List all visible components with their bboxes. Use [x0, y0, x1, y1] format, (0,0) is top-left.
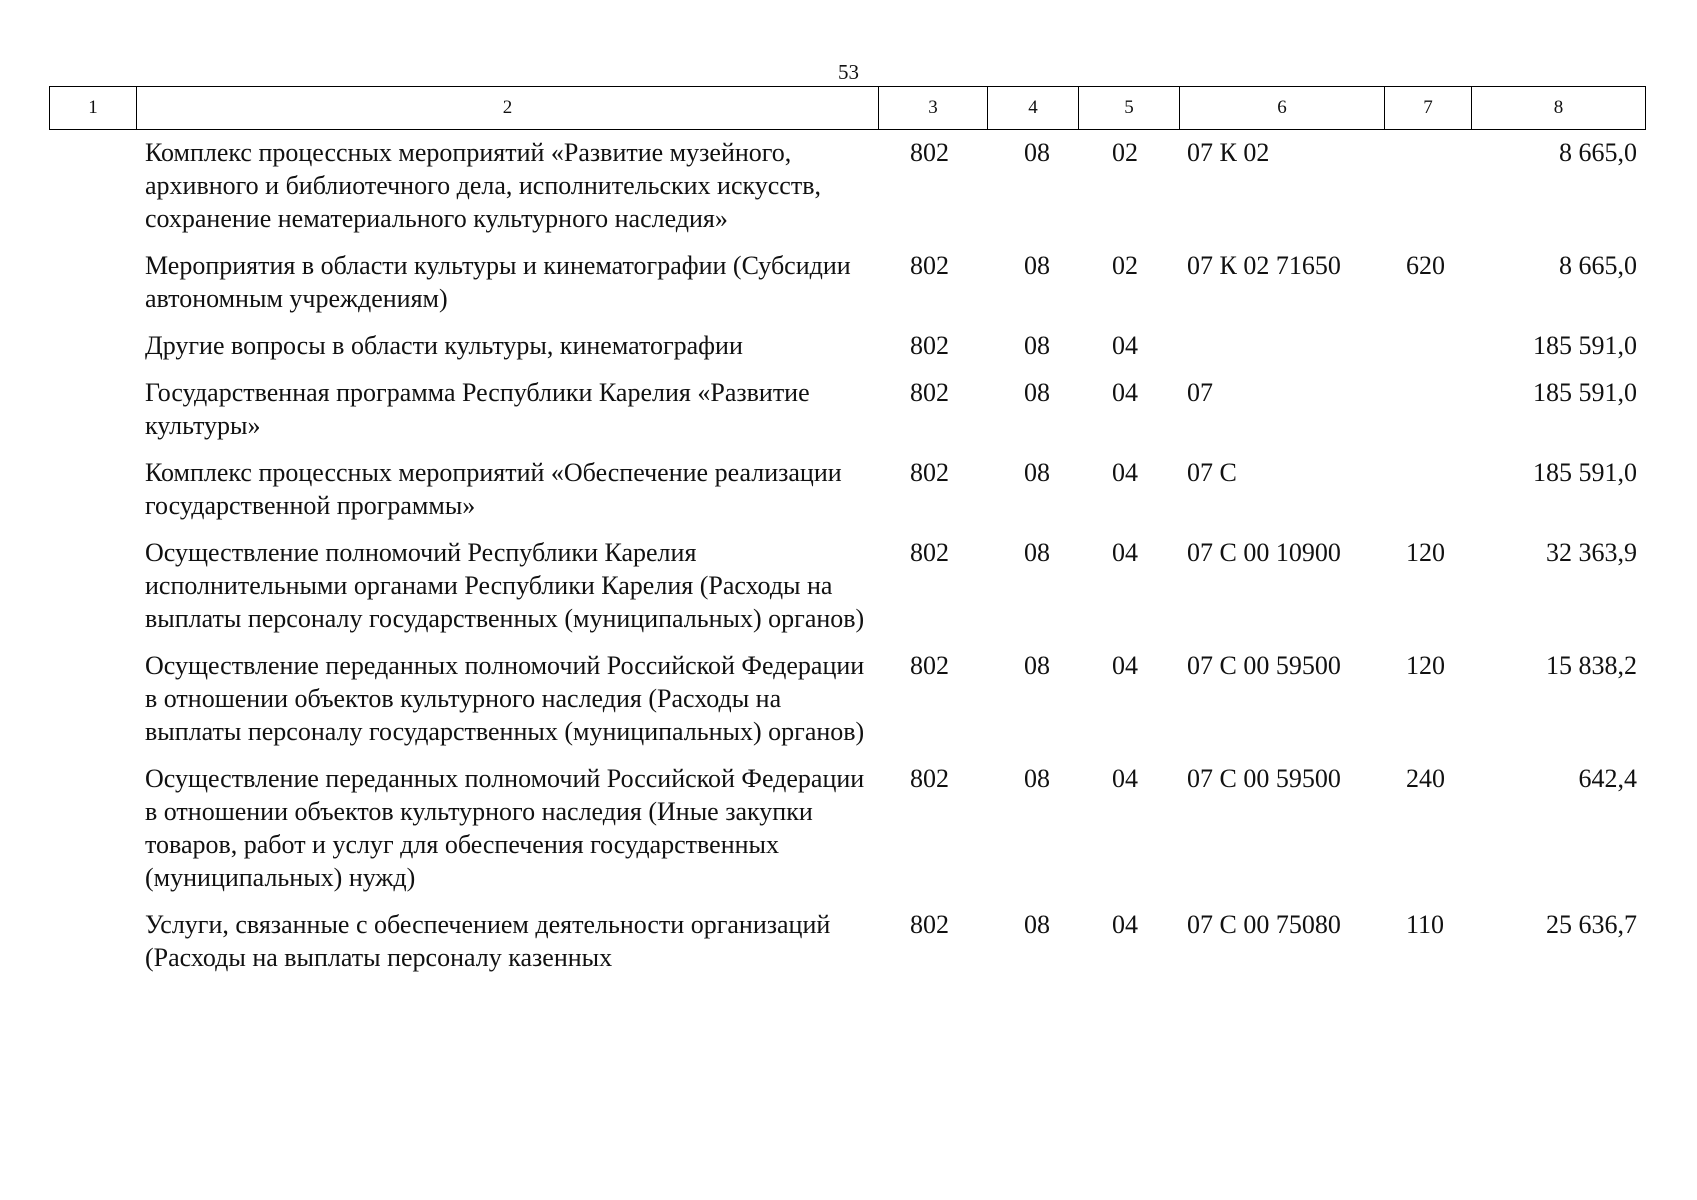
- row-col-4: 08: [1024, 458, 1050, 487]
- row-col-8: 642,4: [1578, 764, 1637, 793]
- table-row: [49, 536, 1645, 649]
- table-row: [49, 329, 1645, 376]
- row-col-7: 110: [1406, 910, 1445, 939]
- row-number-cell: [49, 249, 136, 329]
- row-col-7: 120: [1406, 538, 1445, 567]
- row-col-7: [1384, 136, 1471, 249]
- budget-table: [49, 136, 1645, 988]
- row-col-4: 08: [1024, 378, 1050, 407]
- row-col-4: 08: [1024, 251, 1050, 280]
- row-col-4: 08: [1024, 331, 1050, 360]
- table-row: [49, 456, 1645, 536]
- header-col-2: 2: [137, 87, 879, 130]
- row-col-6: [1179, 329, 1384, 376]
- row-col-8: 15 838,2: [1546, 651, 1637, 680]
- row-number-cell: [49, 762, 136, 908]
- column-number-header: [49, 86, 1646, 130]
- table-row: [49, 649, 1645, 762]
- row-col-3: 802: [910, 251, 949, 280]
- row-col-7: [1384, 329, 1471, 376]
- row-col-3: 802: [910, 651, 949, 680]
- row-col-4: 08: [1024, 138, 1050, 167]
- page-number: 53: [838, 60, 859, 84]
- row-col-5: 04: [1112, 764, 1138, 793]
- row-col-6: 07 С 00 75080: [1187, 910, 1341, 939]
- row-name: Осуществление полномочий Республики Карелия исполнительными органами Республики Карелия (Расходы на выплаты персоналу государственных (муниципальных) органов): [145, 538, 865, 633]
- row-col-5: 02: [1112, 138, 1138, 167]
- row-name: Комплекс процессных мероприятий «Развитие музейного, архивного и библиотечного дела, исполнительских искусств, сохранение нематериального культурного наследия»: [145, 138, 821, 233]
- row-col-5: 04: [1112, 651, 1138, 680]
- row-col-6: 07 К 02 71650: [1187, 251, 1341, 280]
- row-col-6: 07 С 00 59500: [1187, 764, 1341, 793]
- table-row: [49, 376, 1645, 456]
- row-col-7: [1384, 376, 1471, 456]
- row-name: Государственная программа Республики Карелия «Развитие культуры»: [145, 378, 810, 440]
- row-col-5: 04: [1112, 378, 1138, 407]
- row-col-8: 25 636,7: [1546, 910, 1637, 939]
- row-number-cell: [49, 329, 136, 376]
- row-col-7: [1384, 456, 1471, 536]
- row-name: Мероприятия в области культуры и кинематографии (Субсидии автономным учреждениям): [145, 251, 851, 313]
- row-col-7: 120: [1406, 651, 1445, 680]
- row-col-7: 620: [1406, 251, 1445, 280]
- row-number-cell: [49, 536, 136, 649]
- row-name: Осуществление переданных полномочий Российской Федерации в отношении объектов культурного наследия (Расходы на выплаты персоналу государственных (муниципальных) органов): [145, 651, 865, 746]
- row-col-5: 04: [1112, 331, 1138, 360]
- header-row: [50, 87, 1646, 130]
- table-row: [49, 908, 1645, 988]
- row-col-7: 240: [1406, 764, 1445, 793]
- row-col-6: 07 С 00 10900: [1187, 538, 1341, 567]
- row-col-3: 802: [910, 910, 949, 939]
- row-col-5: 02: [1112, 251, 1138, 280]
- table-row: [49, 762, 1645, 908]
- row-name: Осуществление переданных полномочий Российской Федерации в отношении объектов культурного наследия (Иные закупки товаров, работ и услуг для обеспечения государственных (муниципальных) нужд): [145, 764, 865, 892]
- row-number-cell: [49, 376, 136, 456]
- header-col-5: 5: [1079, 87, 1180, 130]
- header-col-4: 4: [988, 87, 1079, 130]
- row-col-4: 08: [1024, 651, 1050, 680]
- row-col-4: 08: [1024, 764, 1050, 793]
- row-number-cell: [49, 908, 136, 988]
- row-number-cell: [49, 136, 136, 249]
- row-col-8: 32 363,9: [1546, 538, 1637, 567]
- row-number-cell: [49, 456, 136, 536]
- row-name: Услуги, связанные с обеспечением деятельности организаций (Расходы на выплаты персоналу казенных: [145, 910, 831, 972]
- row-name: Комплекс процессных мероприятий «Обеспечение реализации государственной программы»: [145, 458, 842, 520]
- row-col-4: 08: [1024, 538, 1050, 567]
- row-col-6: 07 К 02: [1187, 138, 1270, 167]
- header-col-8: 8: [1472, 87, 1646, 130]
- row-col-6: 07: [1187, 378, 1213, 407]
- row-col-8: 185 591,0: [1533, 331, 1637, 360]
- row-col-5: 04: [1112, 538, 1138, 567]
- row-col-8: 8 665,0: [1559, 138, 1637, 167]
- row-col-3: 802: [910, 378, 949, 407]
- row-col-5: 04: [1112, 910, 1138, 939]
- table-row: [49, 249, 1645, 329]
- row-col-6: 07 С 00 59500: [1187, 651, 1341, 680]
- row-col-4: 08: [1024, 910, 1050, 939]
- row-col-8: 8 665,0: [1559, 251, 1637, 280]
- row-col-8: 185 591,0: [1533, 458, 1637, 487]
- row-col-3: 802: [910, 764, 949, 793]
- header-col-1: 1: [50, 87, 137, 130]
- row-col-8: 185 591,0: [1533, 378, 1637, 407]
- row-col-6: 07 С: [1187, 458, 1237, 487]
- table-row: [49, 136, 1645, 249]
- row-col-3: 802: [910, 331, 949, 360]
- row-col-5: 04: [1112, 458, 1138, 487]
- row-col-3: 802: [910, 138, 949, 167]
- row-col-3: 802: [910, 538, 949, 567]
- row-name: Другие вопросы в области культуры, кинематографии: [145, 331, 743, 360]
- header-col-7: 7: [1385, 87, 1472, 130]
- header-col-3: 3: [879, 87, 988, 130]
- row-number-cell: [49, 649, 136, 762]
- row-col-3: 802: [910, 458, 949, 487]
- header-col-6: 6: [1180, 87, 1385, 130]
